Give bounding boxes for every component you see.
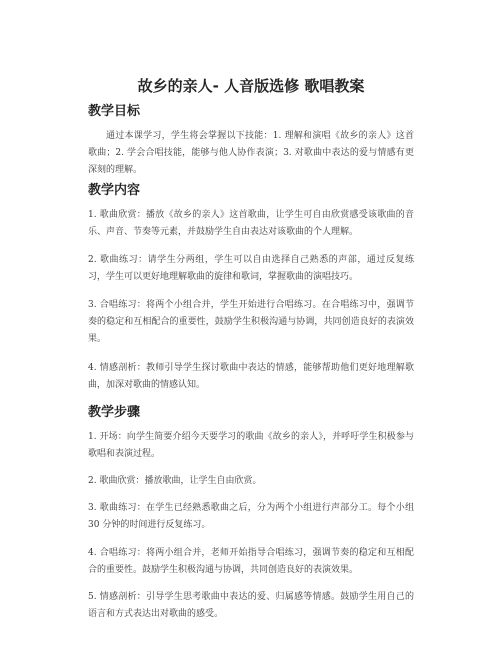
content-paragraph-2: 2. 歌曲练习：请学生分两组，学生可以自由选择自己熟悉的声部，通过反复练习，学生可以更好地理解歌曲的旋律和歌词，掌握歌曲的演唱技巧。 xyxy=(88,255,414,282)
steps-paragraph-2: 2. 歌曲欣赏：播放歌曲，让学生自由欣赏。 xyxy=(88,476,262,486)
steps-paragraph-3: 3. 歌曲练习：在学生已经熟悉歌曲之后，分为两个小组进行声部分工。每个小组 30 分钟的时间进行反复练习。 xyxy=(88,503,414,530)
section-heading-content: 教学内容 xyxy=(88,183,141,198)
document-title: 故乡的亲人- 人音版选修 歌唱教案 xyxy=(137,77,365,95)
section-heading-objectives: 教学目标 xyxy=(88,104,141,119)
content-paragraph-1: 1. 歌曲欣赏：播放《故乡的亲人》这首歌曲，让学生可自由欣赏感受该歌曲的音乐、声音、节奏等元素，并鼓励学生自由表达对该歌曲的个人理解。 xyxy=(88,210,414,237)
objectives-paragraph: 通过本课学习，学生将会掌握以下技能：1. 理解和演唱《故乡的亲人》这首歌曲；2. 学会合唱技能，能够与他人协作表演；3. 对歌曲中表达的爱与情感有更深刻的理解。 xyxy=(88,131,414,175)
steps-paragraph-4: 4. 合唱练习：将两小组合并，老师开始指导合唱练习，强调节奏的稳定和互相配合的重要性。鼓励学生积极沟通与协调，共同创造良好的表演效果。 xyxy=(88,548,414,575)
steps-paragraph-5: 5. 情感剖析：引导学生思考歌曲中表达的爱、归属感等情感。鼓励学生用自己的语言和方式表达出对歌曲的感受。 xyxy=(88,592,414,619)
content-paragraph-3: 3. 合唱练习：将两个小组合并，学生开始进行合唱练习。在合唱练习中，强调节奏的稳定和互相配合的重要性，鼓励学生积极沟通与协调，共同创造良好的表演效果。 xyxy=(88,300,414,344)
section-heading-steps: 教学步骤 xyxy=(88,405,141,420)
content-paragraph-4: 4. 情感剖析：教师引导学生探讨歌曲中表达的情感，能够帮助他们更好地理解歌曲，加深对歌曲的情感认知。 xyxy=(88,363,414,390)
steps-paragraph-1: 1. 开场：向学生简要介绍今天要学习的歌曲《故乡的亲人》，并呼吁学生积极参与歌唱和表演过程。 xyxy=(88,432,414,459)
